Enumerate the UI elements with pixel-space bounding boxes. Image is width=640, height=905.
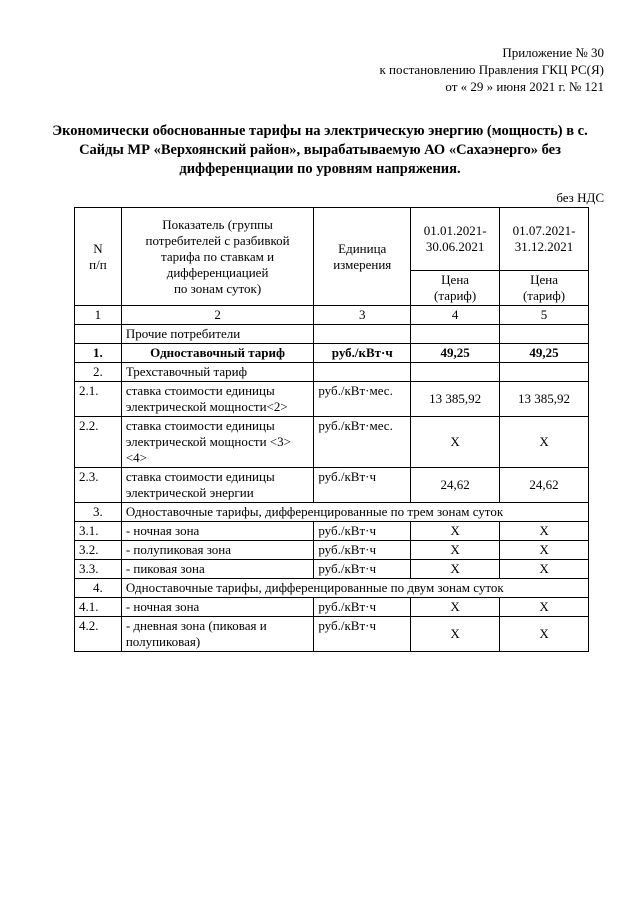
appendix-header xyxy=(379,44,604,95)
table-row xyxy=(75,417,589,468)
row-unit: руб./кВт·ч xyxy=(314,344,411,363)
row-unit: руб./кВт·мес. xyxy=(314,417,411,468)
row-unit: руб./кВт·ч xyxy=(314,522,411,541)
table-row xyxy=(75,522,589,541)
row-num: 2.3. xyxy=(75,468,122,503)
table-row xyxy=(75,382,589,417)
row-num: 2. xyxy=(75,363,122,382)
row-name: - ночная зона xyxy=(121,598,314,617)
column-number: 5 xyxy=(500,306,589,325)
row-value-2 xyxy=(500,363,589,382)
header-row xyxy=(75,208,589,271)
group-value-cell xyxy=(500,325,589,344)
header-period-2: 01.07.2021- 31.12.2021 xyxy=(500,208,589,271)
row-name: Одноставочный тариф xyxy=(121,344,314,363)
column-number: 1 xyxy=(75,306,122,325)
row-value-1: Х xyxy=(411,541,500,560)
header-unit: Единица измерения xyxy=(314,208,411,306)
row-value-1 xyxy=(411,363,500,382)
row-num: 4. xyxy=(75,579,122,598)
row-value-2: Х xyxy=(500,522,589,541)
group-num-cell xyxy=(75,325,122,344)
column-numbers-row xyxy=(75,306,589,325)
vat-note: без НДС xyxy=(556,190,604,205)
row-name: - пиковая зона xyxy=(121,560,314,579)
row-unit: руб./кВт·ч xyxy=(314,598,411,617)
column-number: 4 xyxy=(411,306,500,325)
row-num: 3.1. xyxy=(75,522,122,541)
table-row xyxy=(75,560,589,579)
row-name: Трехставочный тариф xyxy=(121,363,314,382)
table-row xyxy=(75,344,589,363)
header-price-2: Цена (тариф) xyxy=(500,271,589,306)
row-num: 1. xyxy=(75,344,122,363)
row-value-1: 13 385,92 xyxy=(411,382,500,417)
group-row xyxy=(75,325,589,344)
header-period-1: 01.01.2021- 30.06.2021 xyxy=(411,208,500,271)
row-num: 2.2. xyxy=(75,417,122,468)
row-num: 3.2. xyxy=(75,541,122,560)
row-name: - полупиковая зона xyxy=(121,541,314,560)
row-name: - дневная зона (пиковая и полупиковая) xyxy=(121,617,314,652)
row-value-1: 49,25 xyxy=(411,344,500,363)
table-row xyxy=(75,598,589,617)
row-value-1: Х xyxy=(411,522,500,541)
header-price-1: Цена (тариф) xyxy=(411,271,500,306)
table-row xyxy=(75,541,589,560)
table-row xyxy=(75,468,589,503)
row-value-2: Х xyxy=(500,541,589,560)
row-num: 2.1. xyxy=(75,382,122,417)
row-value-2: Х xyxy=(500,598,589,617)
appendix-line: Приложение № 30 xyxy=(502,45,604,60)
table-row xyxy=(75,363,589,382)
row-unit: руб./кВт·ч xyxy=(314,468,411,503)
section-label: Одноставочные тарифы, дифференцированные по двум зонам суток xyxy=(121,579,588,598)
appendix-line: от « 29 » июня 2021 г. № 121 xyxy=(445,79,604,94)
row-num: 3. xyxy=(75,503,122,522)
row-unit: руб./кВт·ч xyxy=(314,560,411,579)
column-number: 2 xyxy=(121,306,314,325)
row-name: - ночная зона xyxy=(121,522,314,541)
row-name: ставка стоимости единицы электрической энергии xyxy=(121,468,314,503)
row-num: 4.2. xyxy=(75,617,122,652)
row-value-2: 24,62 xyxy=(500,468,589,503)
group-label: Прочие потребители xyxy=(121,325,314,344)
section-label: Одноставочные тарифы, дифференцированные по трем зонам суток xyxy=(121,503,588,522)
row-unit: руб./кВт·ч xyxy=(314,617,411,652)
section-row xyxy=(75,579,589,598)
tariff-table xyxy=(74,207,589,652)
row-value-1: Х xyxy=(411,560,500,579)
group-unit-cell xyxy=(314,325,411,344)
row-value-2: Х xyxy=(500,617,589,652)
row-unit xyxy=(314,363,411,382)
row-value-1: Х xyxy=(411,417,500,468)
section-row xyxy=(75,503,589,522)
row-num: 4.1. xyxy=(75,598,122,617)
table-row xyxy=(75,617,589,652)
group-value-cell xyxy=(411,325,500,344)
row-name: ставка стоимости единицы электрической мощности<2> xyxy=(121,382,314,417)
column-number: 3 xyxy=(314,306,411,325)
row-value-2: 13 385,92 xyxy=(500,382,589,417)
header-indicator: Показатель (группы потребителей с разбивкой тарифа по ставкам и дифференциацией по зонам суток) xyxy=(121,208,314,306)
row-value-2: Х xyxy=(500,417,589,468)
row-unit: руб./кВт·ч xyxy=(314,541,411,560)
row-unit: руб./кВт·мес. xyxy=(314,382,411,417)
row-value-1: Х xyxy=(411,598,500,617)
document-title: Экономически обоснованные тарифы на электрическую энергию (мощность) в с. Сайды МР «Верхоянский район», вырабатываемую АО «Сахаэнерго» без дифференциации по уровням напряжения. xyxy=(52,123,588,177)
appendix-line: к постановлению Правления ГКЦ РС(Я) xyxy=(379,62,604,77)
header-num: N п/п xyxy=(75,208,122,306)
row-num: 3.3. xyxy=(75,560,122,579)
row-value-2: 49,25 xyxy=(500,344,589,363)
row-value-2: Х xyxy=(500,560,589,579)
row-value-1: 24,62 xyxy=(411,468,500,503)
row-value-1: Х xyxy=(411,617,500,652)
row-name: ставка стоимости единицы электрической мощности <3><4> xyxy=(121,417,314,468)
